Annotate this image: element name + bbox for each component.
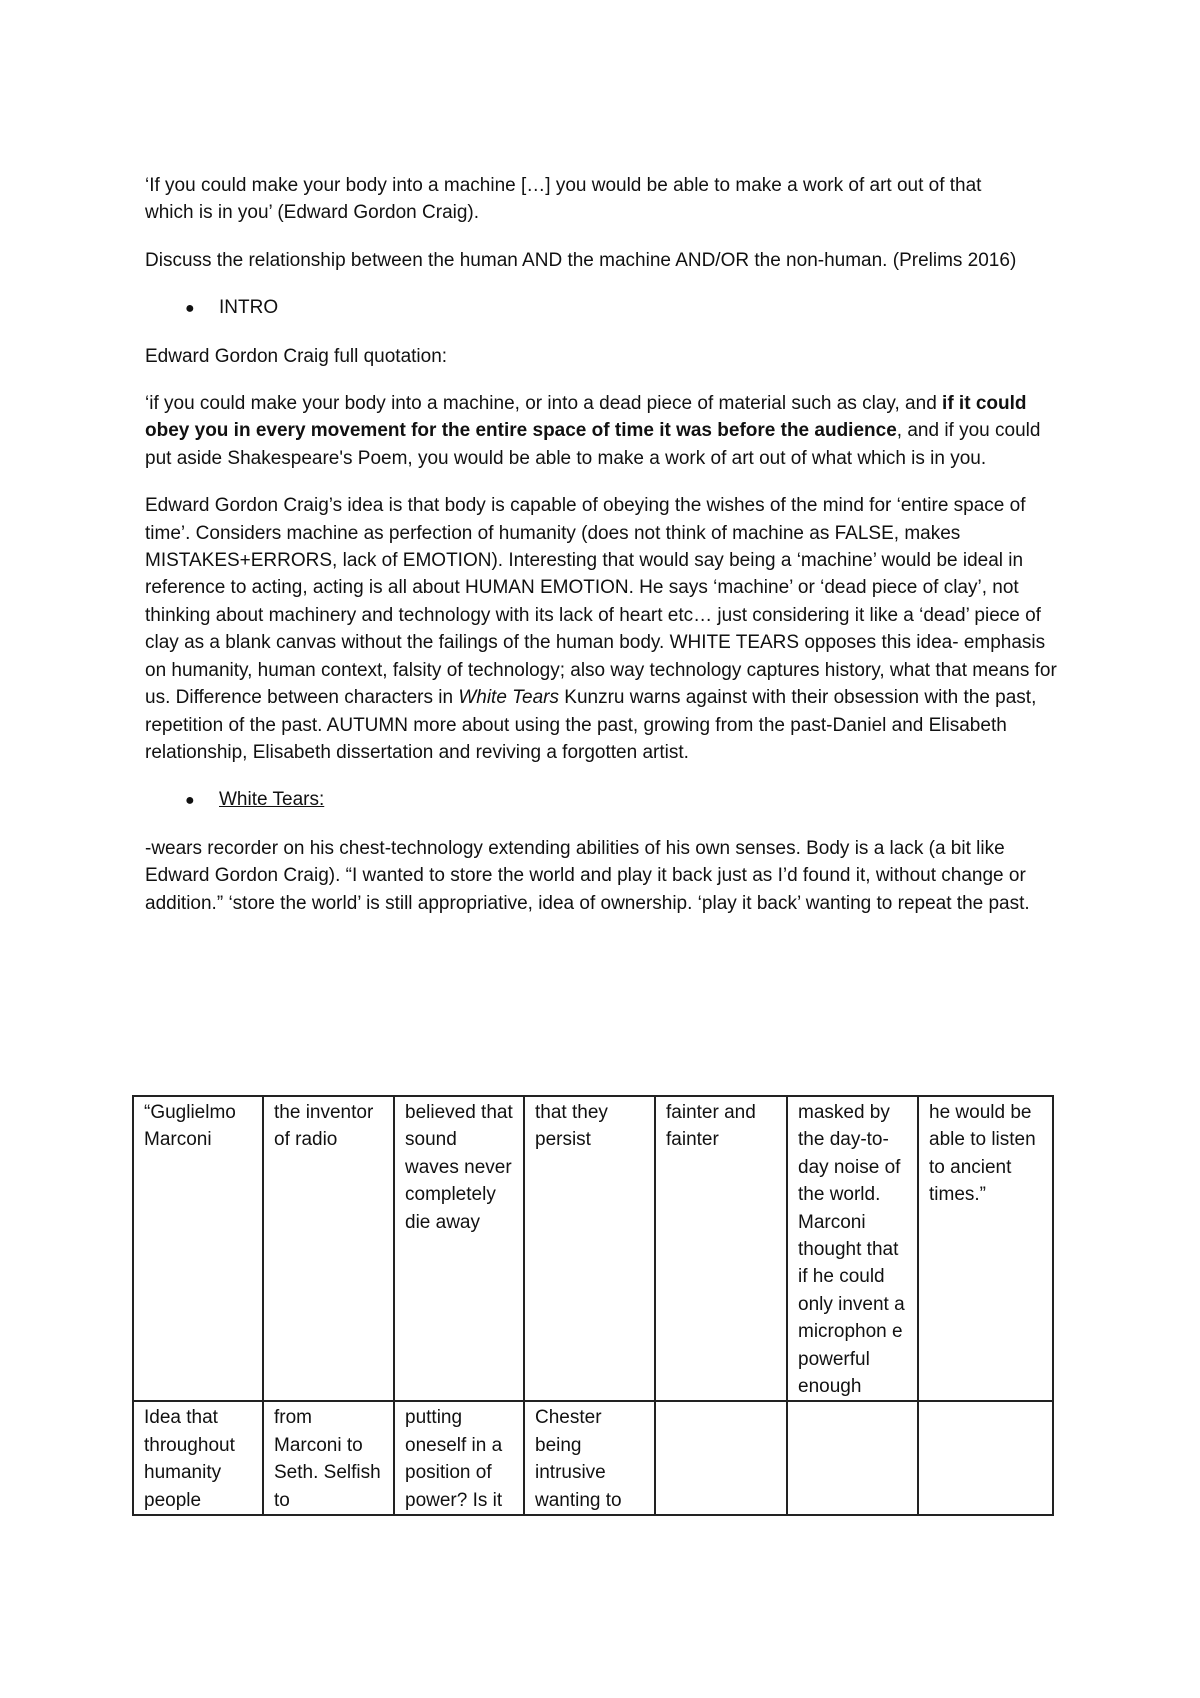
bullet-dot-icon: ● (185, 300, 195, 318)
table-row (133, 1096, 1053, 1401)
table-cell: Idea that throughout humanity people (133, 1401, 263, 1515)
bullet-intro (145, 294, 1065, 322)
document-body (145, 172, 1065, 917)
table-cell: putting oneself in a position of power? Is it (394, 1401, 524, 1515)
table-cell: believed that sound waves never completely die away (394, 1096, 524, 1401)
table-cell: the inventor of radio (263, 1096, 394, 1401)
bullet-white-tears-label: White Tears: (219, 789, 325, 811)
white-tears-notes: -wears recorder on his chest-technology extending abilities of his own senses. Body is a lack (a bit like Edward Gordon Craig). “I wanted to store the world and play it back just as I’d found it, without change or addition.” ‘store the world’ is still appropriative, idea of ownership. ‘play it back’ wanting to repeat the past. (145, 837, 1030, 914)
table-cell: fainter and fainter (655, 1096, 787, 1401)
table-cell: Chester being intrusive wanting to (524, 1401, 655, 1515)
bullet-intro-label: INTRO (219, 297, 279, 319)
full-quote-emphasis: if it could obey you in every movement for the entire space of time it was before the audience (145, 393, 1027, 442)
analysis-paragraph: Edward Gordon Craig’s idea is that body is capable of obeying the wishes of the mind for ‘entire space of time’. Considers machine as perfection of humanity (does not think of machine as FALSE, makes MISTAKES+ERRORS, lack of EMOTION). Interesting that would say being a ‘machine’ would be ideal in reference to acting, acting is all about HUMAN EMOTION. He says ‘machine’ or ‘dead piece of clay’, not thinking about machinery and technology with its lack of heart etc… just considering it like a ‘dead’ piece of clay as a blank canvas without the failings of the human body. WHITE TEARS opposes this idea- emphasis on humanity, human context, falsity of technology; also way technology captures history, what that means for us. Difference between characters in White Tears Kunzru warns against with their obsession with the past, repetition of the past. AUTUMN more about using the past, growing from the past-Daniel and Elisabeth relationship, Elisabeth dissertation and reviving a forgotten artist. (145, 495, 1057, 763)
table-cell (918, 1401, 1053, 1515)
opening-quote: ‘If you could make your body into a machine […] you would be able to make a work of art out of that which is in you’ (Edward Gordon Craig). (145, 175, 982, 224)
table-cell: that they persist (524, 1096, 655, 1401)
table-cell (655, 1401, 787, 1515)
essay-question: Discuss the relationship between the human AND the machine AND/OR the non-human. (Prelims 2016) (145, 249, 1017, 271)
table-row (133, 1401, 1053, 1515)
full-quote-heading: Edward Gordon Craig full quotation: (145, 345, 448, 367)
table-cell: from Marconi to Seth. Selfish to (263, 1401, 394, 1515)
table-cell (787, 1401, 918, 1515)
table-cell: he would be able to listen to ancient times.” (918, 1096, 1053, 1401)
notes-table (132, 1095, 1054, 1516)
book-title: White Tears (458, 687, 559, 709)
table-cell: “Guglielmo Marconi (133, 1096, 263, 1401)
table-cell: masked by the day-to-day noise of the world. Marconi thought that if he could only invent a microphon e powerful enough (787, 1096, 918, 1401)
bullet-white-tears (145, 786, 1065, 814)
bullet-dot-icon: ● (185, 792, 195, 810)
full-quotation: ‘if you could make your body into a machine, or into a dead piece of material such as clay, and if it could obey you in every movement for the entire space of time it was before the audience, and if you could put aside Shakespeare's Poem, you would be able to make a work of art out of what which is in you. (145, 393, 1041, 469)
